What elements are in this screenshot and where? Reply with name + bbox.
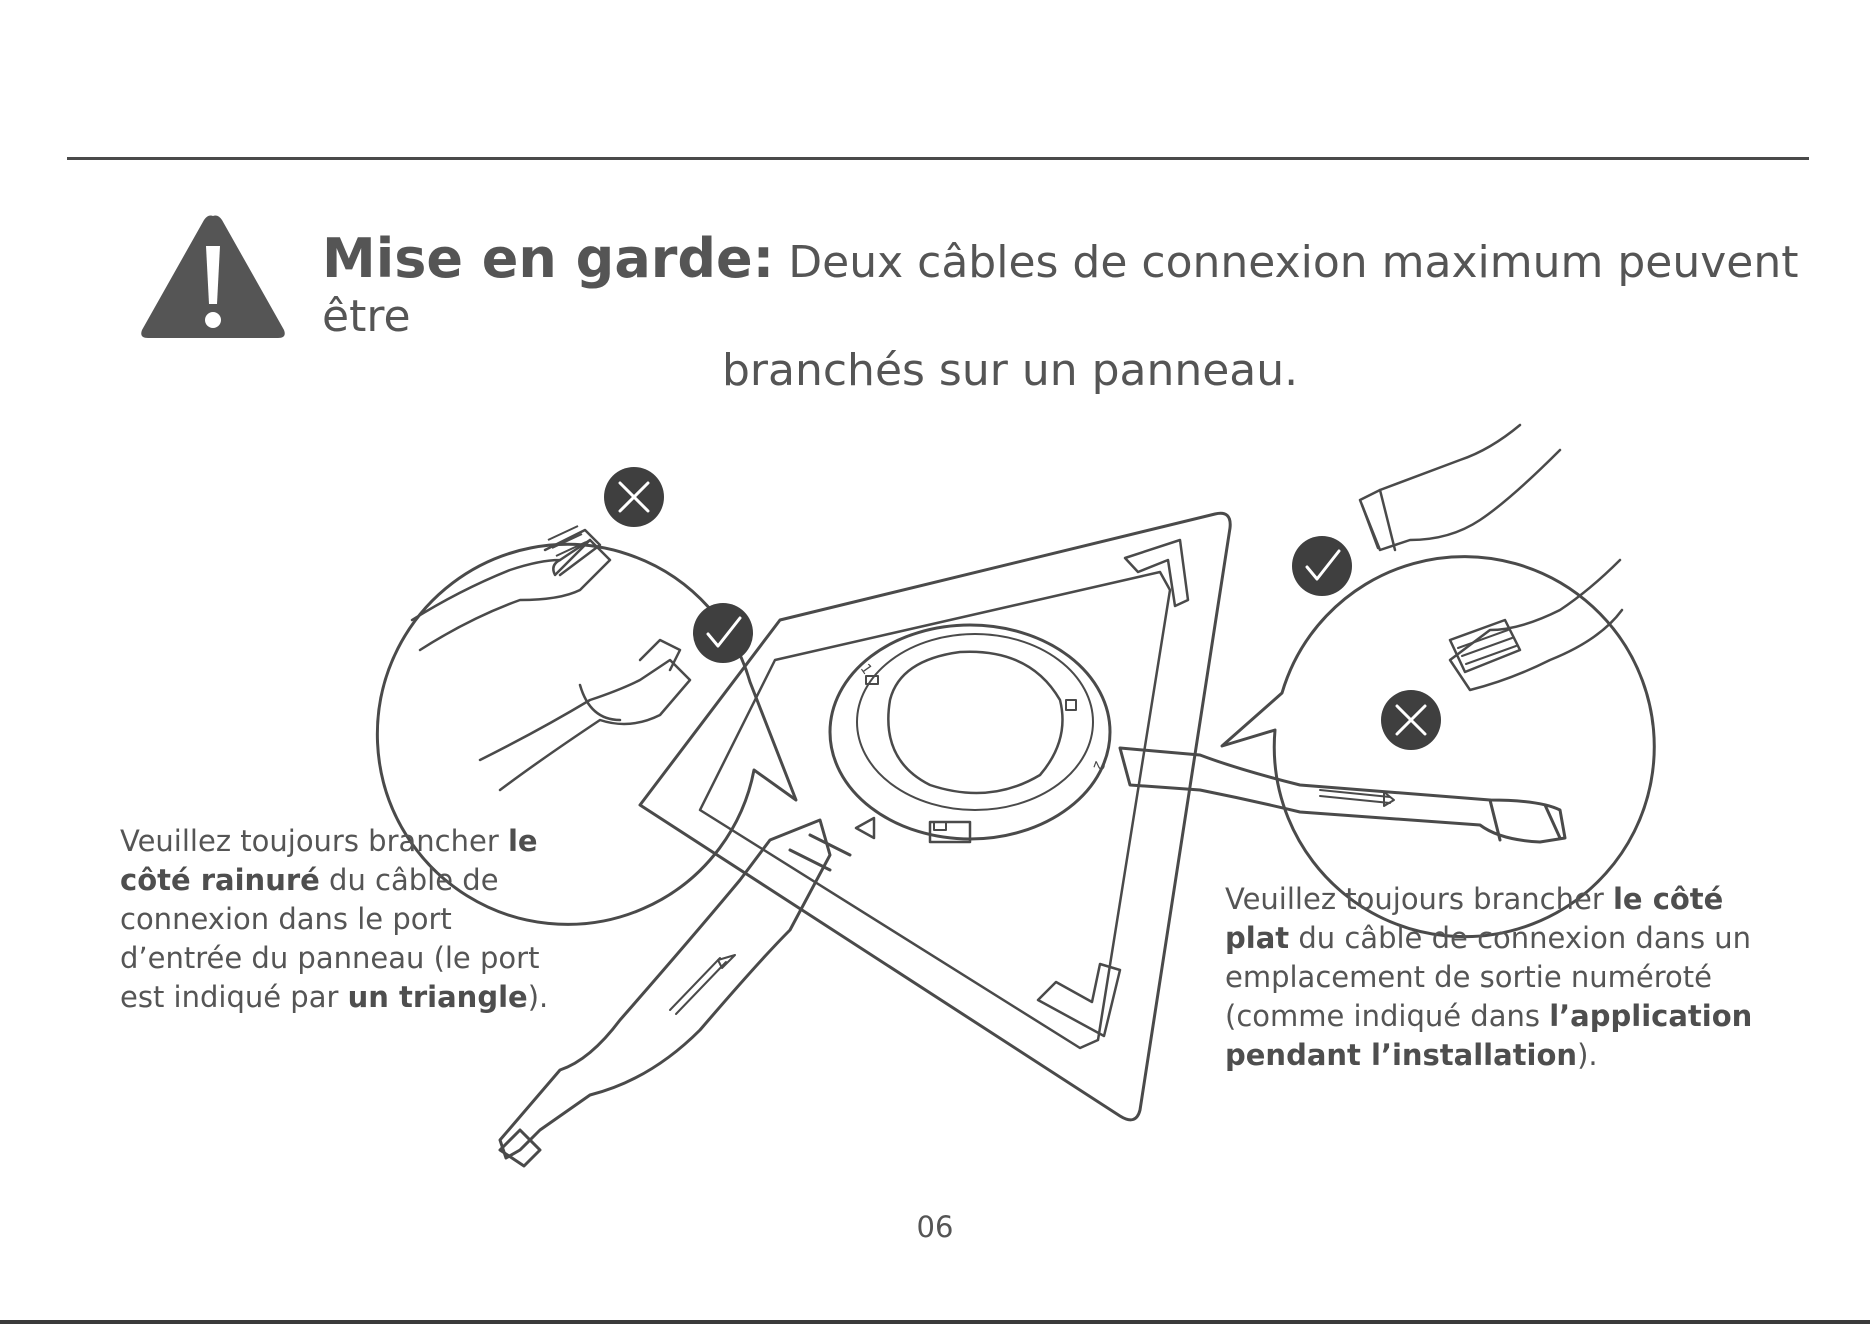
cross-icon (1381, 690, 1441, 750)
note-right-instruction (1225, 880, 1785, 1075)
note-right-bold-1: le côté plat (1225, 882, 1724, 955)
center-hub (830, 625, 1110, 842)
check-icon (1292, 536, 1352, 596)
check-icon (693, 603, 753, 663)
note-left-instruction (120, 822, 560, 1017)
note-right-text-1: Veuillez toujours brancher (1225, 882, 1613, 916)
groove-lines (548, 526, 586, 556)
note-left-bold-2: un triangle (347, 980, 528, 1014)
note-left-text-1: Veuillez toujours brancher (120, 824, 508, 858)
note-left-text-2: du câble de connexion dans le port d’entrée du panneau (le port est indiqué par (120, 863, 540, 1014)
triangle-panel-inner (700, 572, 1170, 1048)
warning-line-1: Deux câbles de connexion maximum peuvent être (322, 237, 1799, 342)
warning-line-2: branchés sur un panneau. (722, 345, 1299, 396)
input-triangle-marker (856, 818, 874, 838)
cross-icon (604, 467, 664, 527)
note-right-bold-2: l’application pendant l’installation (1225, 999, 1753, 1072)
warning-label: Mise en garde: (322, 227, 775, 290)
port-label-2: 2 (1089, 758, 1108, 773)
note-right-text-3: ). (1577, 1038, 1598, 1072)
footer-band (0, 1320, 1870, 1324)
note-left-bold-1: le côté rainuré (120, 824, 538, 897)
page-number: 06 (916, 1210, 954, 1244)
note-right-text-2: du câble de connexion dans un emplacement de sortie numéroté (comme indiqué dans (1225, 921, 1752, 1033)
right-cable (1120, 748, 1565, 842)
note-left-text-3: ). (527, 980, 549, 1014)
port-label-1: 1 (856, 661, 875, 678)
